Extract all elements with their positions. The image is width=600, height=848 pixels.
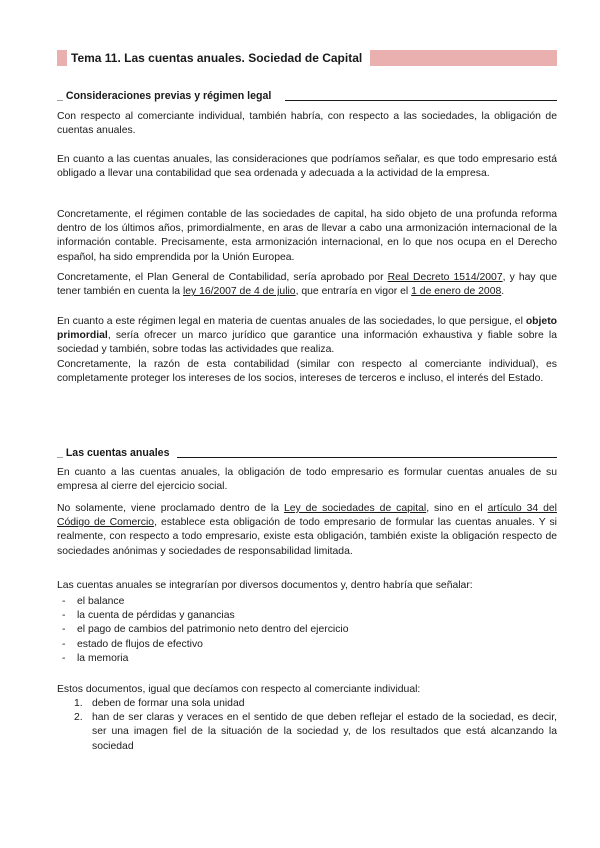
list-item: - estado de flujos de efectivo — [57, 638, 557, 652]
paragraph: Con respecto al comerciante individual, también habría, con respecto a las sociedades, la obligación de cuentas anuales. — [57, 111, 557, 137]
paragraph: Las cuentas anuales se integrarían por diversos documentos y, dentro habría que señalar: — [57, 580, 473, 591]
numbered-list — [74, 697, 557, 754]
page-title: Tema 11. Las cuentas anuales. Sociedad de Capital — [71, 51, 363, 65]
numbered-item: 1. deben de formar una sola unidad — [74, 697, 557, 711]
link-real-decreto[interactable]: Real Decreto 1514/2007 — [387, 272, 503, 283]
bold-term: objeto primordial — [57, 316, 557, 342]
paragraph: Concretamente, la razón de esta contabilidad (similar con respecto al comerciante individual), es completamente proteger los intereses de los socios, intereses de terceros e incluso, el interés del Estado. — [57, 359, 557, 385]
title-bar — [57, 50, 557, 66]
bullet-dash: - — [62, 652, 66, 664]
bullet-dash: - — [62, 596, 66, 607]
list-item: - la memoria — [57, 652, 557, 666]
list-item: - el balance — [57, 595, 557, 609]
link-ley-16-2007[interactable]: ley 16/2007 de 4 de julio — [182, 286, 296, 298]
link-ley-sociedades-capital[interactable]: Ley de sociedades de capital — [283, 503, 427, 514]
bullet-dash: - — [62, 610, 66, 622]
numbered-item: 2. han de ser claras y veraces en el sentido de que deben reflejar el estado de la sociedad, es decir, ser una imagen fiel de la situación de la sociedad y, de los resultados que está alcanzando la sociedad — [74, 712, 557, 752]
item-number: 1. — [74, 698, 83, 709]
link-articulo-34[interactable]: artículo 34 del Código de Comercio — [57, 503, 557, 529]
paragraph: En cuanto a las cuentas anuales, la obligación de todo empresario es formular cuentas anuales de su empresa al cierre del ejercicio social. — [57, 467, 557, 493]
list-item: - la cuenta de pérdidas y ganancias — [57, 609, 557, 623]
link-fecha-vigor[interactable]: 1 de enero de 2008 — [411, 286, 502, 298]
paragraph: En cuanto a las cuentas anuales, las consideraciones que podríamos señalar, es que todo empresario está obligado a llevar una contabilidad que sea ordenada y adecuada a la actividad de la empresa. — [57, 154, 557, 180]
section-heading-text: _ Consideraciones previas y régimen legal — [57, 90, 272, 102]
section-heading-cuentas-anuales — [57, 446, 557, 460]
item-number: 2. — [74, 712, 83, 724]
paragraph: Concretamente, el régimen contable de las sociedades de capital, ha sido objeto de una profunda reforma dentro de los últimos años, primordialmente, en aras de llevar a cabo una armonización internacional de la información contable. Precisamente, esta armonización internacional, en lo que nos ocupa en el Derecho español, ha sido emprendida por la Unión Europea. — [57, 209, 557, 263]
paragraph: Estos documentos, igual que decíamos con respecto al comerciante individual: — [57, 684, 421, 695]
bullet-dash: - — [62, 624, 66, 636]
heading-rule — [177, 457, 557, 458]
list-item: - el pago de cambios del patrimonio neto dentro del ejercicio — [57, 623, 557, 637]
paragraph: Concretamente, el Plan General de Contabilidad, sería aprobado por Real Decreto 1514/2007, y hay que tener también en cuenta la ley 16/2007 de 4 de julio, que entraría en vigor el 1 de enero de 2008. — [57, 272, 557, 298]
title-accent-right — [370, 50, 557, 66]
paragraph: En cuanto a este régimen legal en materia de cuentas anuales de las sociedades, lo que persigue, el objeto primordial, sería ofrecer un marco jurídico que garantice una información exhaustiva y fiable sobre la sociedad y también, sobre todas las actividades que realiza. — [57, 316, 557, 356]
bullet-dash: - — [62, 638, 66, 650]
title-accent-left — [57, 50, 67, 66]
paragraph: No solamente, viene proclamado dentro de la Ley de sociedades de capital, sino en el artículo 34 del Código de Comercio, establece esta obligación de todo empresario de formular las cuentas anuales. Y si realmente, con respecto a todo empresario, existe esta obligación, también existe la obligación respecto de sociedades anónimas y sociedades de responsabilidad limitada. — [57, 503, 557, 557]
heading-rule — [285, 100, 557, 101]
section-heading-consideraciones — [57, 89, 557, 103]
section-heading-text: _ Las cuentas anuales — [57, 447, 170, 459]
document-list — [57, 595, 557, 666]
